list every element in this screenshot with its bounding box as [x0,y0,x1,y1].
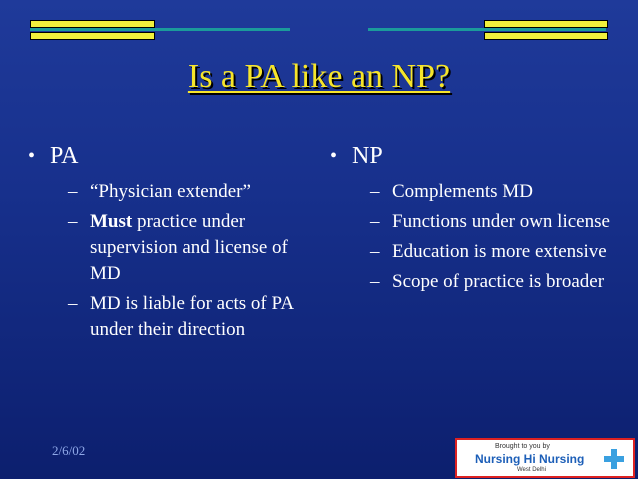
deco-bar-left-top [30,20,155,28]
dash-icon: – [370,271,380,292]
list-item-text: Must practice under supervision and license of MD [90,211,288,284]
brand-badge[interactable] [455,438,635,478]
list-item [68,291,318,343]
badge-brand-name: Nursing Hi Nursing [475,452,585,466]
dash-icon: – [370,211,380,232]
dash-icon: – [68,181,78,202]
deco-line-right [368,28,606,31]
bullet-icon: • [330,145,338,167]
deco-bar-left-bottom [30,32,155,40]
list-item-text: “Physician extender” [90,181,251,202]
list-item-text: Scope of practice is broader [392,271,605,292]
list-item [68,209,318,287]
list-item-text: Education is more extensive [392,241,607,262]
left-heading [28,143,318,170]
slide-title: Is a PA like an NP? [187,58,451,95]
right-heading-label: NP [352,143,383,169]
medical-cross-icon [603,448,625,470]
badge-line-1: Brought to you by [495,443,550,450]
list-item [370,239,630,265]
slide-date: 2/6/02 [52,443,86,458]
dash-icon: – [68,293,78,314]
list-item [370,269,630,295]
badge-location: West Delhi [517,467,546,473]
list-item [68,179,318,205]
list-item-text: Functions under own license [392,211,610,232]
dash-icon: – [68,211,78,232]
deco-bar-right-bottom [484,32,608,40]
left-column [28,143,318,347]
dash-icon: – [370,241,380,262]
dash-icon: – [370,181,380,202]
right-subitems [330,179,630,295]
left-heading-label: PA [50,143,79,169]
left-subitems [28,179,318,343]
list-item [370,179,630,205]
deco-bar-right-top [484,20,608,28]
list-item-text: MD is liable for acts of PA under their direction [90,293,294,340]
list-item-text: Complements MD [392,181,533,202]
deco-line-left [30,28,290,31]
right-column [330,143,630,299]
list-item [370,209,630,235]
bullet-icon: • [28,145,36,167]
right-heading [330,143,630,170]
